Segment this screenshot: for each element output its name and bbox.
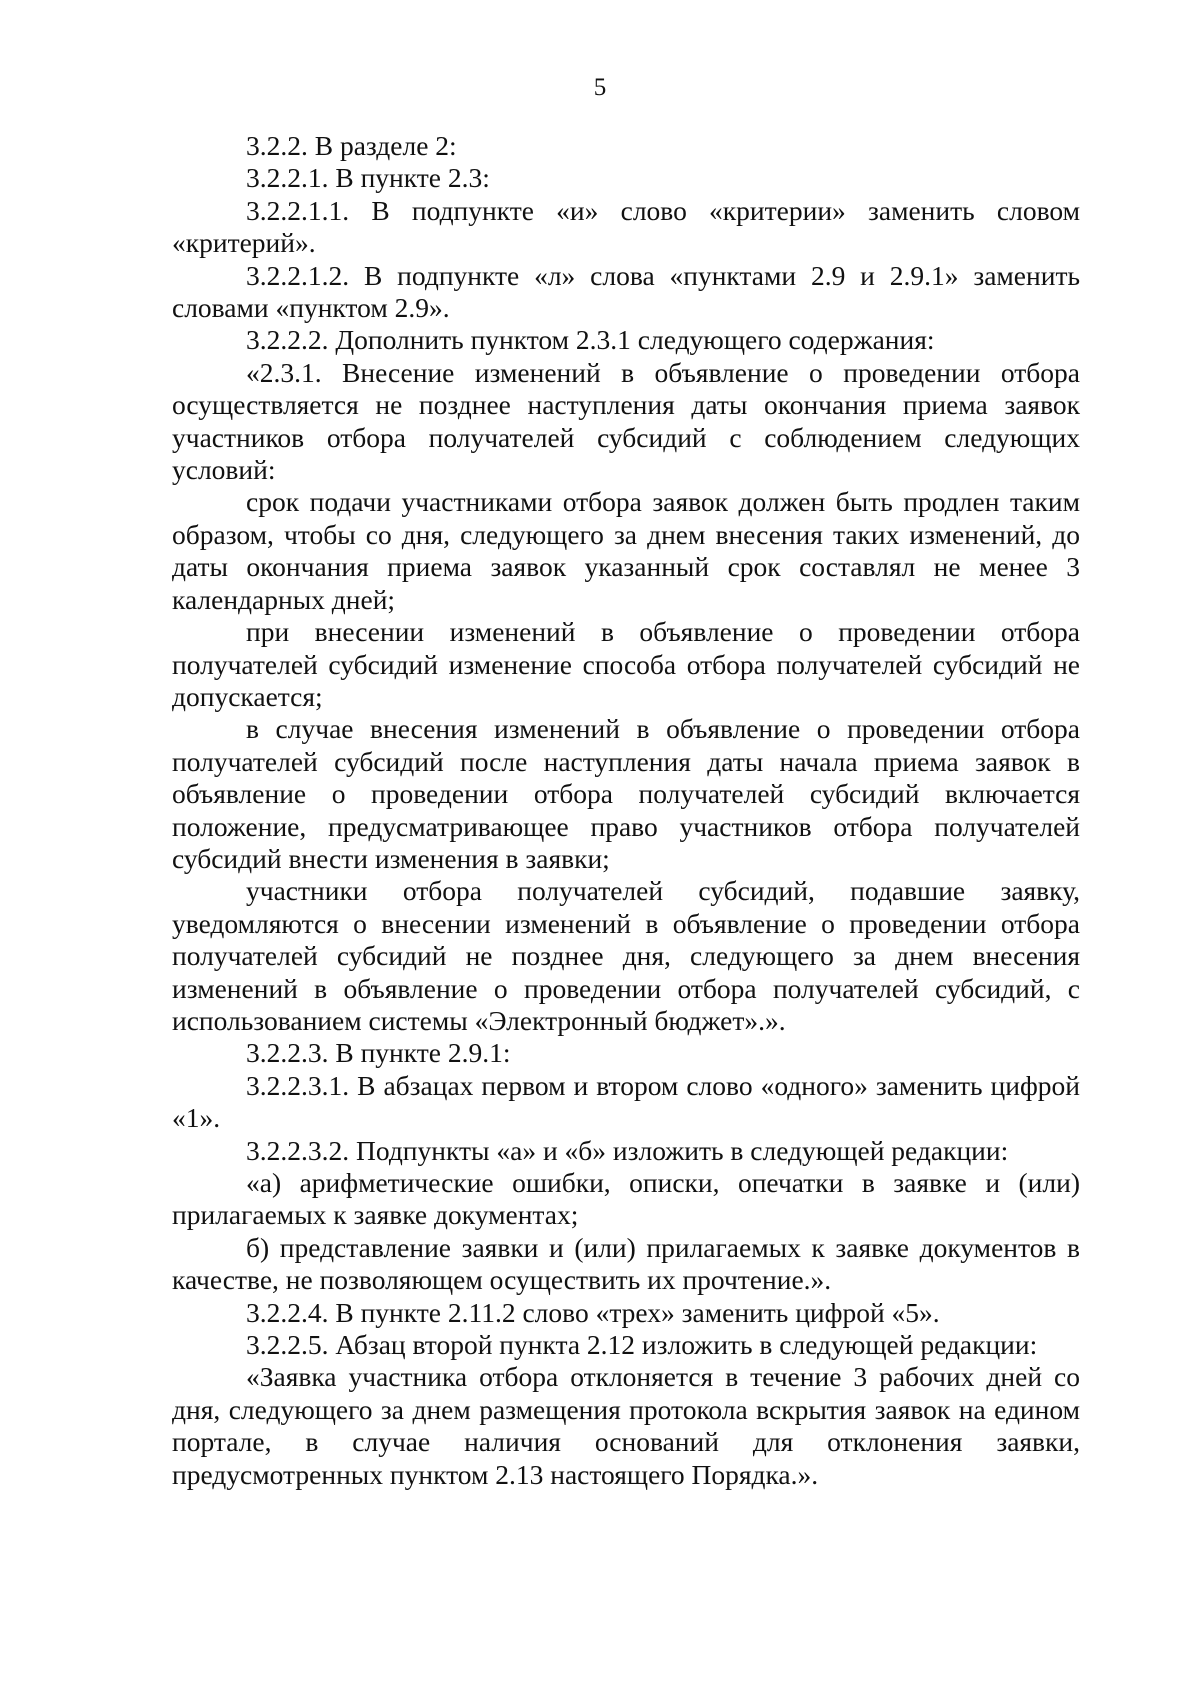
paragraph-2-3-1-text: «2.3.1. Внесение изменений в объявление о проведении отбора осуществляется не позднее наступления даты окончания приема заявок участников отбора получателей субсидий с соблюдением следующих условий: [172, 356, 1080, 486]
paragraph-item-2-12: 3.2.2.5. Абзац второй пункта 2.12 изложить в следующей редакции: [246, 1329, 1038, 1361]
paragraph-changes-after-start: в случае внесения изменений в объявление о проведении отбора получателей субсидий после наступления даты начала приема заявок в объявление о проведении отбора получателей субсидий включается положение, предусматривающее право участников отбора получателей субсидий внести изменения в заявки; [172, 713, 1080, 874]
paragraph-participants-notice: участники отбора получателей субсидий, подавшие заявку, уведомляются о внесении изменений в объявление о проведении отбора получателей субсидий не позднее дня, следующего за днем внесения изменений в объявление о проведении отбора получателей субсидий, с использованием системы «Электронный бюджет».». [172, 875, 1080, 1036]
paragraph-deadline-extension: срок подачи участниками отбора заявок должен быть продлен таким образом, чтобы со дня, следующего за днем внесения таких изменений, до даты окончания приема заявок указанный срок составлял не менее 3 календарных дней; [172, 486, 1080, 615]
paragraph-item-2-9-1: 3.2.2.3. В пункте 2.9.1: [246, 1037, 511, 1069]
paragraph-subitem-l: 3.2.2.1.2. В подпункте «л» слова «пунктами 2.9 и 2.9.1» заменить словами «пунктом 2.9». [172, 259, 1080, 324]
paragraph-item-2-3: 3.2.2.1. В пункте 2.3: [246, 162, 490, 194]
paragraph-subitems-a-b: 3.2.2.3.2. Подпункты «а» и «б» изложить в следующей редакции: [246, 1134, 1009, 1166]
paragraph-replace-odnogo: 3.2.2.3.1. В абзацах первом и втором слово «одного» заменить цифрой «1». [172, 1069, 1080, 1134]
paragraph-add-2-3-1: 3.2.2.2. Дополнить пунктом 2.3.1 следующего содержания: [246, 324, 935, 356]
paragraph-subitem-a-text: «а) арифметические ошибки, описки, опечатки в заявке и (или) прилагаемых к заявке документах; [172, 1167, 1080, 1231]
document-body [172, 130, 1080, 1491]
paragraph-method-change: при внесении изменений в объявление о проведении отбора получателей субсидий изменение способа отбора получателей субсидий не допускается; [172, 616, 1080, 712]
page-number: 5 [593, 74, 607, 101]
paragraph-rejection-text: «Заявка участника отбора отклоняется в течение 3 рабочих дней со дня, следующего за днем размещения протокола вскрытия заявок на едином портале, в случае наличия оснований для отклонения заявки, предусмотренных пунктом 2.13 настоящего Порядка.». [172, 1361, 1080, 1490]
paragraph-subitem-i: 3.2.2.1.1. В подпункте «и» слово «критерии» заменить словом «критерий». [172, 194, 1080, 259]
paragraph-section-2: 3.2.2. В разделе 2: [246, 130, 457, 161]
paragraph-item-2-11-2: 3.2.2.4. В пункте 2.11.2 слово «трех» заменить цифрой «5». [246, 1296, 940, 1328]
paragraph-subitem-b-text: б) представление заявки и (или) прилагаемых к заявке документов в качестве, не позволяющем осуществить их прочтение.». [172, 1231, 1080, 1296]
